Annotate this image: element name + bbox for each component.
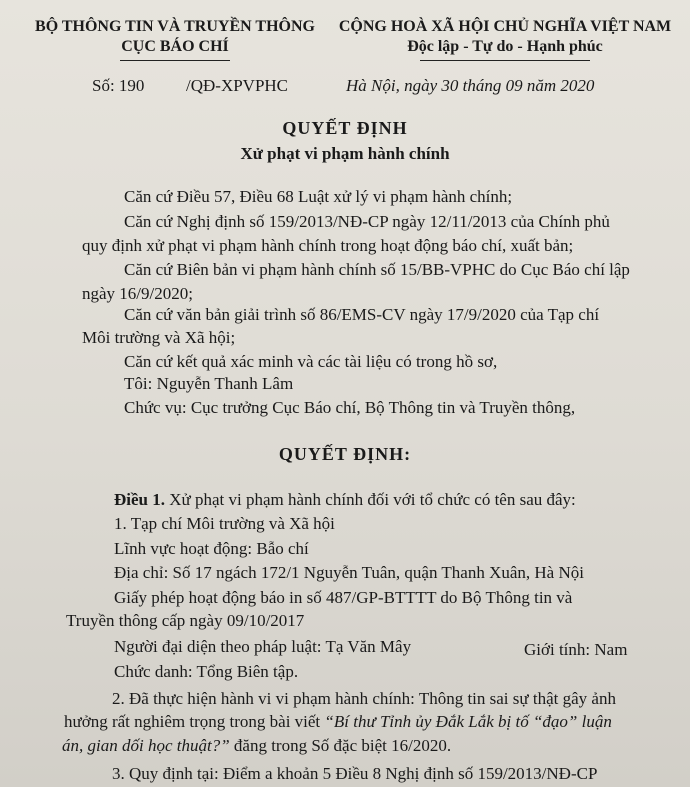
country-name: CỘNG HOÀ XÃ HỘI CHỦ NGHĨA VIỆT NAM xyxy=(338,18,672,35)
article-title: “Bí thư Tỉnh ủy Đắk Lắk bị tố “đạo” luận xyxy=(324,712,612,731)
basis-line: Căn cứ Nghị định số 159/2013/NĐ-CP ngày 12/11/2013 của Chính phủ xyxy=(124,212,610,231)
document-title: QUYẾT ĐỊNH xyxy=(282,118,408,138)
organization-address: Địa chỉ: Số 17 ngách 172/1 Nguyễn Tuân, quận Thanh Xuân, Hà Nội xyxy=(114,563,584,582)
basis-line: ngày 16/9/2020; xyxy=(82,284,193,303)
violation-line xyxy=(62,736,451,756)
signer-name: Tôi: Nguyễn Thanh Lâm xyxy=(124,374,294,393)
agency-name: CỤC BÁO CHÍ xyxy=(121,38,229,55)
legal-representative: Người đại diện theo pháp luật: Tạ Văn Mây xyxy=(114,637,412,656)
field-of-activity: Lĩnh vực hoạt động: Bẫo chí xyxy=(114,539,309,558)
representative-title: Chức danh: Tổng Biên tập. xyxy=(114,662,299,681)
violation-line xyxy=(64,712,612,732)
document-number: Số: 190 xyxy=(92,76,145,95)
ministry-name: BỘ THÔNG TIN VÀ TRUYỀN THÔNG xyxy=(35,18,315,35)
license-line: Truyền thông cấp ngày 09/10/2017 xyxy=(66,611,305,630)
basis-line: Căn cứ Điều 57, Điều 68 Luật xử lý vi phạm hành chính; xyxy=(124,187,513,206)
article-1-intro xyxy=(114,490,576,510)
basis-line: Căn cứ Biên bản vi phạm hành chính số 15/BB-VPHC do Cục Báo chí lập xyxy=(124,260,630,279)
representative-gender: Giới tính: Nam xyxy=(524,640,628,659)
violation-text: đăng trong Số đặc biệt 16/2020. xyxy=(229,736,452,755)
violation-line: 2. Đã thực hiện hành vi vi phạm hành chính: Thông tin sai sự thật gây ảnh xyxy=(112,689,616,708)
motto-underline xyxy=(420,60,590,61)
national-motto: Độc lập - Tự do - Hạnh phúc xyxy=(407,38,603,55)
place-date: Hà Nội, ngày 30 tháng 09 năm 2020 xyxy=(346,76,595,95)
document-code: /QĐ-XPVPHC xyxy=(186,76,289,95)
article-1-text: Xử phạt vi phạm hành chính đối với tổ chức có tên sau đây: xyxy=(165,490,576,509)
decision-heading: QUYẾT ĐỊNH: xyxy=(278,444,412,464)
document-subject: Xử phạt vi phạm hành chính xyxy=(240,144,450,163)
basis-line: Căn cứ kết quả xác minh và các tài liệu có trong hồ sơ, xyxy=(124,352,498,371)
basis-line: Môi trường và Xã hội; xyxy=(82,328,236,347)
organization-name: 1. Tạp chí Môi trường và Xã hội xyxy=(114,514,335,533)
violation-text: hưởng rất nghiêm trọng trong bài viết xyxy=(64,712,325,731)
signer-position: Chức vụ: Cục trưởng Cục Báo chí, Bộ Thông tin và Truyền thông, xyxy=(124,398,576,417)
regulation-line: 3. Quy định tại: Điểm a khoản 5 Điều 8 Nghị định số 159/2013/NĐ-CP xyxy=(112,764,598,783)
article-title: án, gian dối học thuật?” xyxy=(62,736,230,755)
basis-line: quy định xử phạt vi phạm hành chính trong hoạt động báo chí, xuất bản; xyxy=(82,236,574,255)
article-1-label: Điều 1. xyxy=(114,490,165,509)
basis-line: Căn cứ văn bản giải trình số 86/EMS-CV ngày 17/9/2020 của Tạp chí xyxy=(124,305,600,324)
license-line: Giấy phép hoạt động báo in số 487/GP-BTTTT do Bộ Thông tin và xyxy=(114,588,573,607)
agency-underline xyxy=(120,60,230,61)
